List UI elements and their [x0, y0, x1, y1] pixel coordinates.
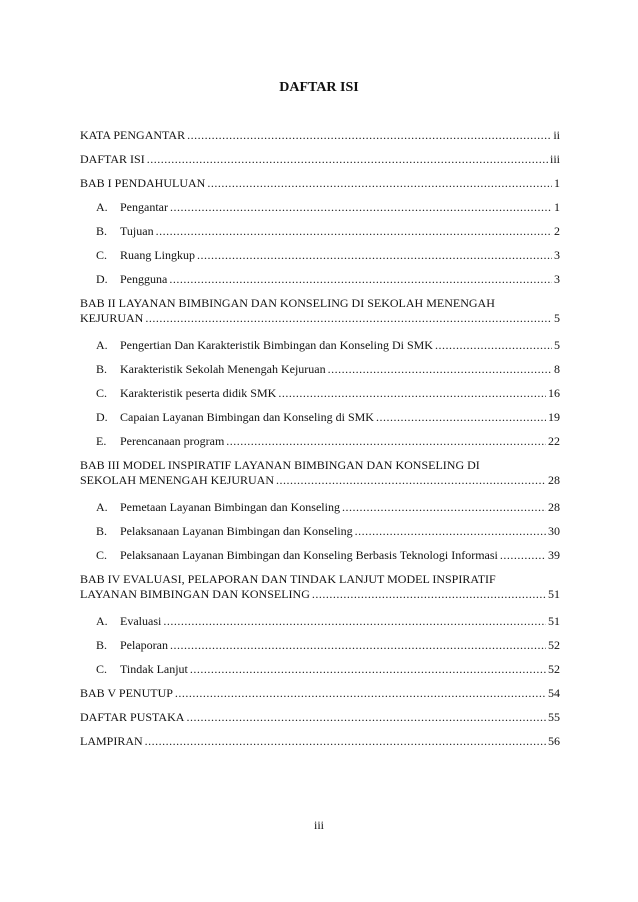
dot-leader — [186, 710, 546, 725]
toc-entry-page: 1 — [554, 200, 560, 214]
toc-subentry[interactable] — [96, 338, 560, 353]
toc-entry-title: SEKOLAH MENENGAH KEJURUAN — [80, 473, 274, 487]
toc-entry-letter: B. — [96, 524, 108, 538]
toc-entry-letter: A. — [96, 500, 108, 514]
toc-entry-title: Evaluasi — [120, 614, 162, 628]
toc-entry[interactable] — [80, 710, 560, 725]
dot-leader — [312, 587, 546, 602]
toc-subentry[interactable] — [96, 524, 560, 539]
toc-entry-page: 55 — [548, 710, 560, 724]
toc-entry[interactable] — [80, 176, 560, 191]
page-number: iii — [313, 818, 324, 832]
toc-subentry[interactable] — [96, 410, 560, 425]
toc-entry-page: ii — [553, 128, 560, 142]
toc-subentry[interactable] — [96, 434, 560, 449]
toc-entry-page: 54 — [548, 686, 560, 700]
toc-entry-letter: B. — [96, 224, 108, 238]
dot-leader — [435, 338, 552, 353]
dot-leader — [169, 272, 552, 287]
toc-entry[interactable] — [80, 686, 560, 701]
toc-entry-page: 28 — [548, 473, 560, 487]
toc-subentry[interactable] — [96, 362, 560, 377]
toc-entry[interactable] — [80, 152, 560, 167]
dot-leader — [276, 473, 546, 488]
toc-subentry[interactable] — [96, 548, 560, 563]
toc-entry-page: 3 — [554, 248, 560, 262]
toc-subentry[interactable] — [96, 200, 560, 215]
toc-entry-title: Karakteristik peserta didik SMK — [120, 386, 277, 400]
dot-leader — [175, 686, 546, 701]
toc-entry-title: Pengertian Dan Karakteristik Bimbingan dan Konseling Di SMK — [120, 338, 433, 352]
dot-leader — [147, 152, 548, 167]
toc-entry-title: Pelaksanaan Layanan Bimbingan dan Konseling — [120, 524, 353, 538]
toc-entry-page: 19 — [548, 410, 560, 424]
toc-subentry[interactable] — [96, 662, 560, 677]
toc-entry-title: KATA PENGANTAR — [80, 128, 186, 142]
toc-entry-title: LAYANAN BIMBINGAN DAN KONSELING — [80, 587, 310, 601]
toc-entry-page: 2 — [554, 224, 560, 238]
toc-entry-letter: C. — [96, 662, 108, 676]
dot-leader — [197, 248, 552, 263]
toc-entry-title: Ruang Lingkup — [120, 248, 195, 262]
toc-entry-title: Pengguna — [120, 272, 168, 286]
toc-entry-page: 8 — [554, 362, 560, 376]
toc-entry-page: 51 — [548, 614, 560, 628]
toc-subentry[interactable] — [96, 500, 560, 515]
toc-entry[interactable] — [80, 572, 560, 602]
toc-entry-title: Perencanaan program — [120, 434, 225, 448]
toc-entry-page: 52 — [548, 662, 560, 676]
toc-entry-title-line1: BAB III MODEL INSPIRATIF LAYANAN BIMBINGAN DAN KONSELING DI — [80, 458, 480, 472]
toc-subentry[interactable] — [96, 248, 560, 263]
page-title: DAFTAR ISI — [279, 80, 359, 95]
toc-entry[interactable] — [80, 458, 560, 488]
toc-subentry[interactable] — [96, 224, 560, 239]
dot-leader — [187, 128, 551, 143]
toc-entry-title: Pelaporan — [120, 638, 168, 652]
dot-leader — [170, 638, 546, 653]
toc-entry-title: BAB I PENDAHULUAN — [80, 176, 206, 190]
toc-entry-page: 28 — [548, 500, 560, 514]
dot-leader — [328, 362, 552, 377]
toc-entry-page: 5 — [554, 311, 560, 325]
toc-subentry[interactable] — [96, 386, 560, 401]
toc-entry-title: Pelaksanaan Layanan Bimbingan dan Konseling Berbasis Teknologi Informasi — [120, 548, 498, 562]
toc-entry-letter: C. — [96, 386, 108, 400]
dot-leader — [163, 614, 546, 629]
toc-entry-title: BAB V PENUTUP — [80, 686, 173, 700]
toc-entry[interactable] — [80, 734, 560, 749]
toc-entry-letter: A. — [96, 338, 108, 352]
dot-leader — [278, 386, 546, 401]
toc-entry-title: LAMPIRAN — [80, 734, 143, 748]
toc-entry[interactable] — [80, 296, 560, 326]
toc-entry-title: DAFTAR PUSTAKA — [80, 710, 185, 724]
toc-entry-letter: C. — [96, 248, 108, 262]
toc-entry-title-line1: BAB IV EVALUASI, PELAPORAN DAN TINDAK LANJUT MODEL INSPIRATIF — [80, 572, 496, 586]
dot-leader — [355, 524, 546, 539]
toc-entry-title: Pemetaan Layanan Bimbingan dan Konseling — [120, 500, 340, 514]
dot-leader — [376, 410, 546, 425]
toc-entry-page: 30 — [548, 524, 560, 538]
toc-entry-page: 1 — [554, 176, 560, 190]
dot-leader — [145, 311, 552, 326]
toc-entry-letter: A. — [96, 614, 108, 628]
dot-leader — [342, 500, 546, 515]
toc-entry-title: Capaian Layanan Bimbingan dan Konseling di SMK — [120, 410, 374, 424]
toc-subentry[interactable] — [96, 614, 560, 629]
toc-entry-page: 22 — [548, 434, 560, 448]
dot-leader — [170, 200, 552, 215]
toc-entry-page: 39 — [548, 548, 560, 562]
toc-entry-page: iii — [549, 152, 560, 166]
toc-subentry[interactable] — [96, 272, 560, 287]
toc-entry-title-line1: BAB II LAYANAN BIMBINGAN DAN KONSELING DI SEKOLAH MENENGAH — [80, 296, 495, 310]
dot-leader — [207, 176, 552, 191]
toc-entry-letter: D. — [96, 272, 108, 286]
toc-entry-page: 16 — [548, 386, 560, 400]
toc-subentry[interactable] — [96, 638, 560, 653]
toc-entry-title: Karakteristik Sekolah Menengah Kejuruan — [120, 362, 326, 376]
toc-entry-title: Tujuan — [120, 224, 154, 238]
toc-entry-letter: E. — [96, 434, 107, 448]
toc-entry-letter: D. — [96, 410, 108, 424]
toc-entry-title: Tindak Lanjut — [120, 662, 188, 676]
toc-entry[interactable] — [80, 128, 560, 143]
toc-entry-page: 56 — [548, 734, 560, 748]
toc-entry-letter: B. — [96, 638, 108, 652]
toc-entry-page: 5 — [554, 338, 560, 352]
toc-entry-page: 51 — [548, 587, 560, 601]
toc-entry-title: Pengantar — [120, 200, 168, 214]
dot-leader — [226, 434, 546, 449]
toc-entry-title: DAFTAR ISI — [80, 152, 145, 166]
dot-leader — [145, 734, 546, 749]
toc-entry-page: 3 — [554, 272, 560, 286]
dot-leader — [156, 224, 552, 239]
toc-entry-letter: C. — [96, 548, 108, 562]
toc-entry-title: KEJURUAN — [80, 311, 144, 325]
toc-entry-letter: B. — [96, 362, 108, 376]
toc-entry-page: 52 — [548, 638, 560, 652]
dot-leader — [190, 662, 546, 677]
toc-entry-letter: A. — [96, 200, 108, 214]
dot-leader — [500, 548, 546, 563]
